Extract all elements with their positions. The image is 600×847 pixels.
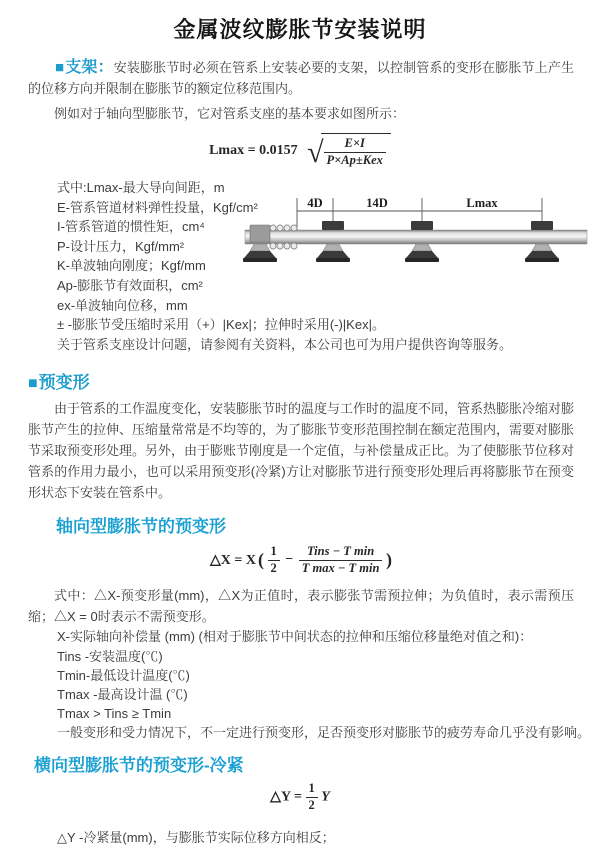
plusminus-note: ± -膨胀节受压缩时采用（+）|Kex|；拉伸时采用(-)|Kex|。 [57,317,385,333]
sqrt-sign: √ [307,136,324,170]
axial-note-line: Tins -安装温度(℃) [57,648,163,664]
definition-line: I-管系管道的惯性矩，cm⁴ [57,219,205,235]
axial-note-line: 一般变形和受力情况下，不一定进行预变形，足否预变形对膨胀节的疲劳寿命几乎没有影响。 [57,725,591,741]
axial-notes-list [57,627,600,742]
axial-formula [0,544,600,580]
sqrt-radicand [321,133,391,168]
lateral-formula [0,781,600,815]
lmax-formula-lhs: Lmax = 0.0157 [209,142,298,158]
open-paren: ( [258,549,264,570]
lmax-formula [0,133,600,169]
support-intro-text: 安装膨胀节时必须在管系上安装必要的支架，以控制管系的变形在膨胀节上产生的位移方向并限制在膨胀节的额定位移范围内。 [28,60,574,96]
lateral-subheading: 横向型膨胀节的预变形-冷紧 [34,756,244,776]
lateral-formula-rhs: Y [321,789,330,805]
axial-subheading: 轴向型膨胀节的预变形 [56,517,226,537]
predeform-heading-text: 预变形 [38,373,90,393]
lmax-fraction-numerator: E×I [324,136,386,153]
support-intro-paragraph [28,57,574,99]
pipe [245,230,587,244]
lmax-fraction [324,136,386,168]
minus-operator: − [285,552,294,568]
temperature-fraction [299,544,383,576]
lateral-note: △Y -冷紧量(mm)，与膨胀节实际位移方向相反； [57,830,335,846]
axial-formula-lhs: △X = X [210,552,256,568]
lateral-formula-lhs: △Y = [270,789,303,805]
axial-note-line: Tmin-最低设计温度(℃) [57,667,190,683]
close-paren: ) [385,549,392,570]
sqrt-radical [307,133,391,168]
lateral-half-denominator: 2 [308,798,315,813]
predeform-paragraph: 由于管系的工作温度变化，安装膨胀节时的温度与工作时的温度不同，管系热膨胀冷缩对膨胀节产生的拉伸、压缩量常常是不均等的，为了膨胀节变形范围控制在额定范围内，需要对膨胀节采取预变形处理。另外，由于膨账节刚度是一个定值，与补偿量成正比。为了使膨胀节位移对管系的作用力最小，也可以采用预变形(冷紧)方让对膨胀节进行预变形处理后再将膨胀节在预变形状态下安装在管系中。 [28,401,575,501]
consult-note: 关于管系支座设计问题，请参阅有关资料，本公司也可为用户提供咨询等服务。 [57,336,513,352]
predeform-section-heading [28,368,600,393]
temperature-denominator: T max − T min [301,560,380,575]
definition-line: K-单波轴向刚度；Kgf/mm [57,258,206,274]
definition-line: ex-单波轴向位移，mm [57,297,188,313]
definition-line: P-设计压力，Kgf/mm² [57,238,185,254]
temperature-numerator: Tins − T min [299,544,383,561]
pipe-support-diagram [245,188,600,273]
axial-note-line: Tmax > Tins ≥ Tmin [57,706,172,722]
dimension-label-4d: 4D [307,196,323,210]
definition-line: 式中:Lmax-最大导向间距，m [57,180,225,195]
dimension-label-lmax: Lmax [466,196,498,210]
axial-note-main: 式中：△X-预变形量(mm)，△X为正值时，表示膨张节需预拉伸；为负值时，表示需预压缩；△X = 0时表示不需预变形。 [28,588,574,625]
half-fraction [268,544,280,576]
half-denominator: 2 [270,560,277,575]
lateral-half-numerator: 1 [306,781,318,798]
axial-note-line: Tmax -最高设计温 (℃) [57,686,188,702]
definition-line: E-管系管道材料弹性投量，Kgf/cm² [57,199,258,215]
support-example-line: 例如对于轴向型膨胀节，它对管系支座的基本要求如图所示： [54,106,406,121]
section-bullet-icon: ■ [28,375,38,393]
half-numerator: 1 [268,544,280,561]
page-title: 金属波纹膨胀节安装说明 [173,17,427,42]
definition-line: Ap-膨胀节有效面积，cm² [57,277,203,293]
axial-note-line: X-实际轴向补偿量 (mm) (相对于膨胀节中间状态的拉伸和压缩位移量绝对值之和)： [57,629,533,645]
support-section-heading: 支架： [65,59,114,76]
lmax-fraction-denominator: P×Ap±Kex [326,152,383,167]
lateral-half-fraction [306,781,318,813]
section-bullet-icon: ■ [55,59,65,76]
dimension-label-14d: 14D [366,196,388,210]
